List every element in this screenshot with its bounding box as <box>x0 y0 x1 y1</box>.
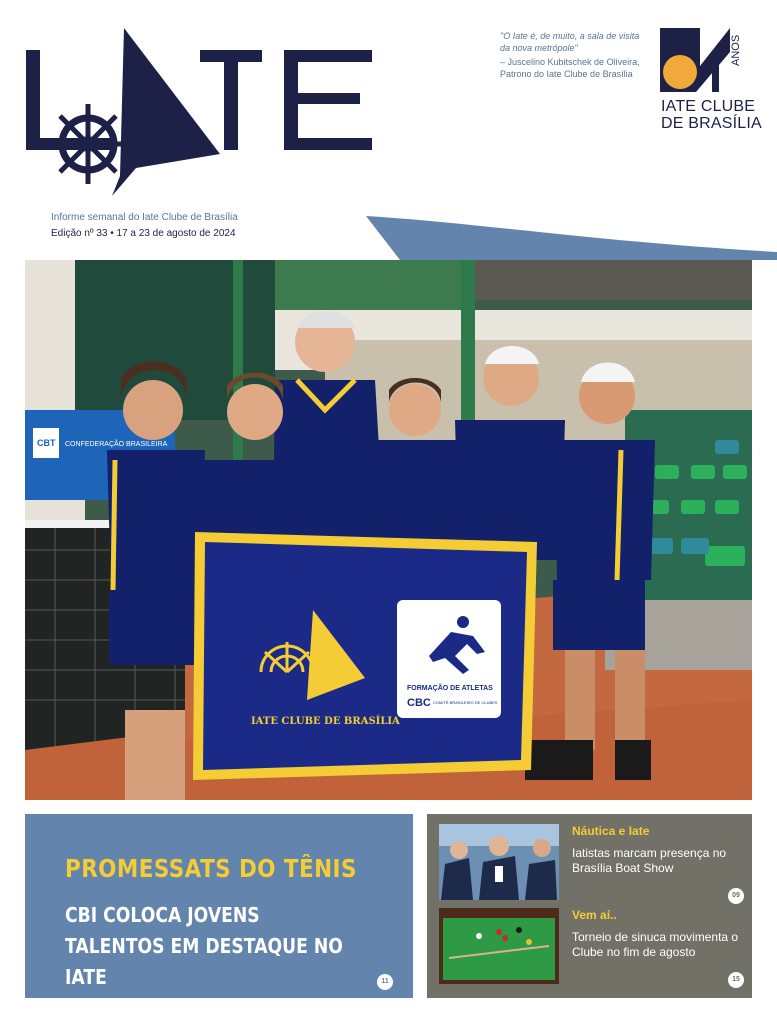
edition-info: Edição nº 33 • 17 a 23 de agosto de 2024 <box>51 228 236 239</box>
cover-story[interactable] <box>25 814 413 998</box>
boat-show-thumbnail <box>439 824 559 900</box>
flag-club-label: IATE CLUBE DE BRASÍLIA <box>251 716 400 727</box>
cover-story-page-badge: 11 <box>377 974 393 990</box>
flag-program-label: FORMAÇÃO DE ATLETAS <box>407 685 493 692</box>
cover-story-kicker: PROMESSATS DO TÊNIS <box>65 854 357 883</box>
sixty-four-years-icon <box>660 26 756 96</box>
highlight-category: Náutica e Iate <box>572 824 650 838</box>
snooker-thumbnail <box>439 908 559 984</box>
club-name <box>661 98 762 132</box>
highlight-story[interactable] <box>439 824 744 906</box>
masthead-logo <box>24 26 384 206</box>
anniversary-label: ANOS <box>730 34 742 66</box>
flag-cbc-sub-label: COMITÊ BRASILEIRO DE CLUBES <box>433 700 498 705</box>
club-name-line-1: IATE CLUBE <box>661 98 756 115</box>
highlights-panel <box>427 814 752 998</box>
quote-attribution: – Juscelino Kubitschek de Oliveira, Patrono do Iate Clube de Brasília <box>500 57 640 79</box>
banner-confederation-label: CONFEDERAÇÃO BRASILEIRA <box>65 441 168 448</box>
hero-photo <box>25 260 752 800</box>
patron-quote <box>500 30 650 80</box>
highlight-text: Iatistas marcam presença no Brasília Boat Show <box>572 846 727 875</box>
cover-story-headline: CBI COLOCA JOVENS TALENTOS EM DESTAQUE NO IATE <box>65 903 343 989</box>
club-name-line-2: DE BRASÍLIA <box>661 115 762 132</box>
banner-cbt-label: CBT <box>37 438 56 448</box>
newsletter-subtitle: Informe semanal do Iate Clube de Brasília <box>51 212 238 223</box>
flag-cbc-label: CBC <box>407 697 431 709</box>
highlight-page-badge: 09 <box>728 888 744 904</box>
header-swoosh <box>360 212 777 260</box>
highlight-text: Torneio de sinuca movimenta o Clube no fim de agosto <box>572 930 739 959</box>
quote-text: "O Iate é, de muito, a sala de visita da nova metrópole" <box>500 31 640 53</box>
highlight-category: Vem aí.. <box>572 908 617 922</box>
highlight-story[interactable] <box>439 908 744 990</box>
ship-wheel-sail-icon <box>24 26 384 206</box>
highlight-page-badge: 15 <box>728 972 744 988</box>
club-flag <box>193 532 537 780</box>
